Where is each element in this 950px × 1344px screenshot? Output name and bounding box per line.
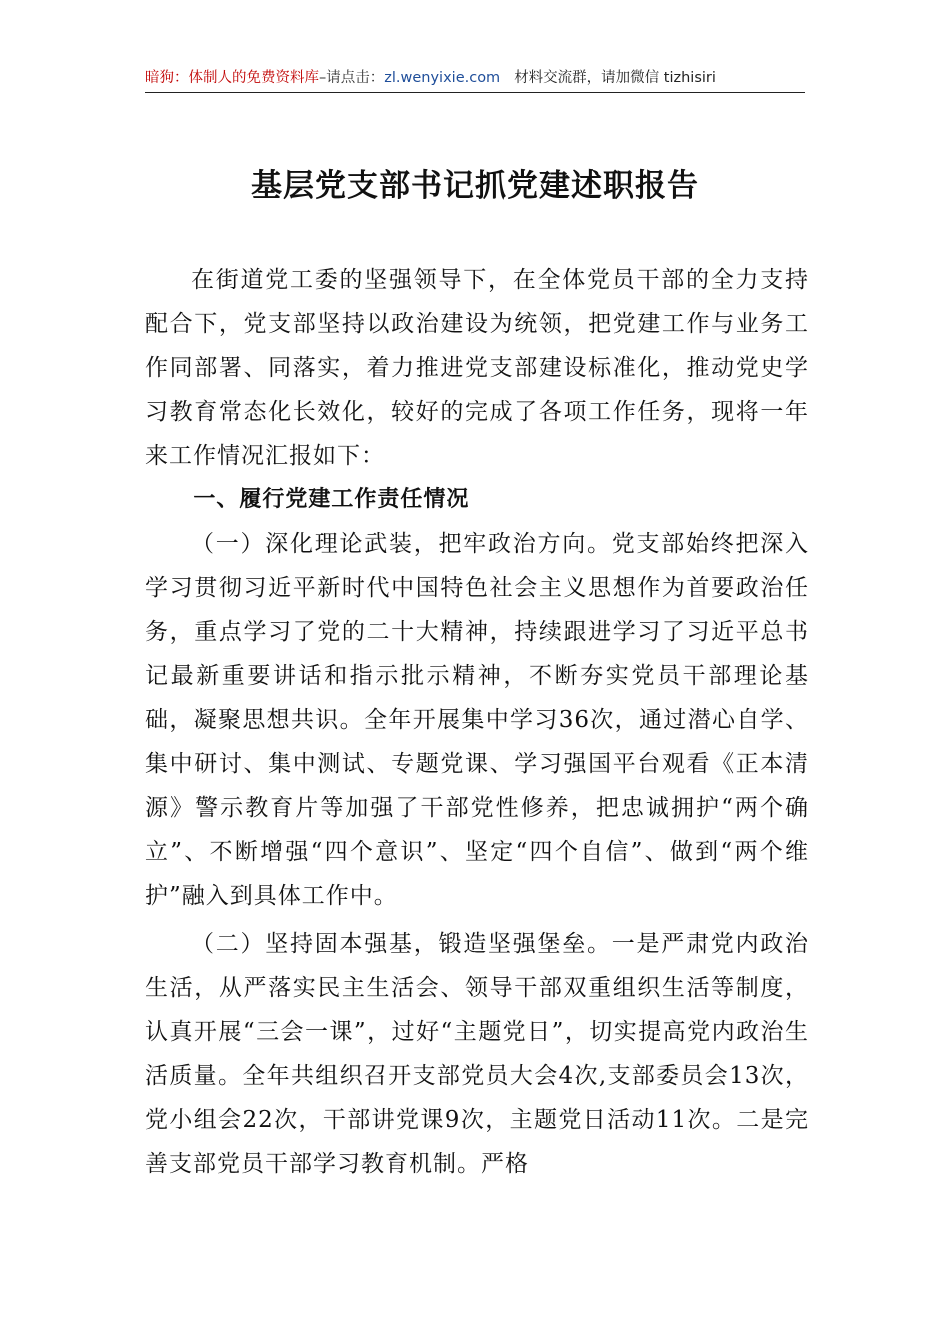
header-wechat-group: 材料交流群，请加微信 tizhisiri [514,70,716,86]
intro-paragraph: 在街道党工委的坚强领导下，在全体党员干部的全力支持配合下，党支部坚持以政治建设为统领，把党建工作与业务工作同部署、同落实，着力推进党支部建设标准化，推动党史学习教育常态化长效化，较好的完成了各项工作任务，现将一年来工作情况汇报如下： [145,267,809,469]
header-prompt: –请点击： [319,70,385,86]
page-header [145,66,805,93]
paragraph-foundation: （二）坚持固本强基，锻造坚强堡垒。一是严肃党内政治生活，从严落实民主生活会、领导干部双重组织生活等制度，认真开展“三会一课”，过好“主题党日”，切实提高党内政治生活质量。全年共组织召开支部党员大会4次,支部委员会13次，党小组会22次，干部讲党课9次，主题党日活动11次。二是完善支部党员干部学习教育机制。严格 [145,931,809,1177]
header-brand: 暗狗：体制人的免费资料库 [145,70,319,86]
paragraph-theory: （一）深化理论武装，把牢政治方向。党支部始终把深入学习贯彻习近平新时代中国特色社会主义思想作为首要政治任务，重点学习了党的二十大精神，持续跟进学习了习近平总书记最新重要讲话和指示批示精神，不断夯实党员干部理论基础，凝聚思想共识。全年开展集中学习36次，通过潜心自学、集中研讨、集中测试、专题党课、学习强国平台观看《正本清源》警示教育片等加强了干部党性修养，把忠诚拥护“两个确立”、不断增强“四个意识”、坚定“四个自信”、做到“两个维护”融入到具体工作中。 [145,531,809,909]
document-body [145,258,809,1186]
section-heading: 一、履行党建工作责任情况 [193,487,470,512]
header-url-link[interactable]: zl.wenyixie.com [384,70,501,86]
document-title: 基层党支部书记抓党建述职报告 [251,168,699,204]
